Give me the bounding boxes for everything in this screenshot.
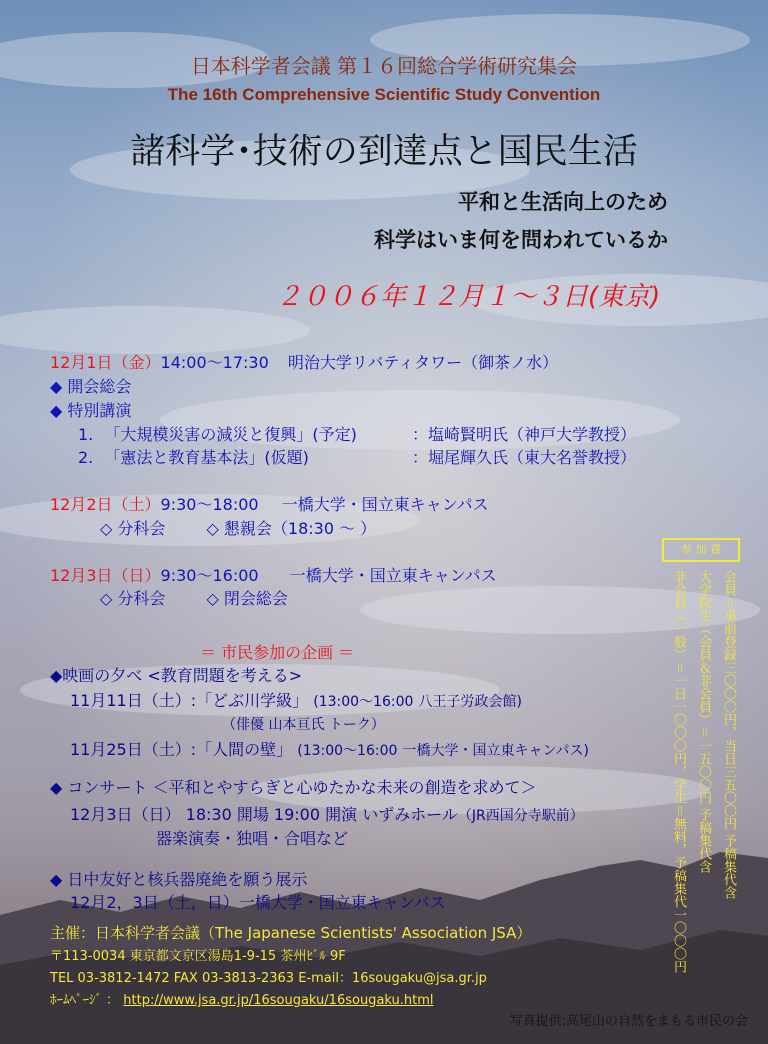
film2-time: (13:00～16:00 — [297, 743, 398, 759]
exhibit-title: ◆ 日中友好と核兵器廃絶を願う展示 — [50, 870, 308, 889]
day1-venue: 明治大学リバティタワー（御茶ノ水） — [287, 353, 559, 372]
film1-note: （俳優 山本亘氏 トーク） — [222, 717, 385, 733]
participation-fee-label: 参 加 費 — [662, 538, 740, 562]
homepage-link[interactable]: http://www.jsa.gr.jp/16sougaku/16sougaku.html — [123, 993, 434, 1008]
subtitle-line2: 科学はいま何を問われているか — [374, 228, 668, 252]
day1-lecture1 — [78, 422, 357, 445]
organization-title-en: The 16th Comprehensive Scientific Study Convention — [167, 85, 601, 104]
concert-title: ◆ コンサート ＜平和とやすらぎと心ゆたかな未来の創造を求めて＞ — [50, 778, 537, 797]
film2-line — [70, 737, 589, 760]
day1-opening: ◆ 開会総会 — [50, 377, 132, 396]
day1-lecture2 — [78, 445, 309, 468]
film1-time: (13:00～16:00 — [313, 694, 414, 710]
fee-member: 会員＝事前登録三〇〇〇円，当日三五〇〇円 予稿集代含 — [721, 570, 736, 900]
day3-session1: ◇ 分科会 — [100, 589, 166, 608]
day2-session1: ◇ 分科会 — [100, 519, 166, 538]
day3-sessions — [100, 586, 288, 609]
concert-line — [70, 802, 584, 825]
film1-title: 「どぶ川学級」 — [196, 691, 309, 710]
film1-date: 11月11日（土）: — [70, 691, 197, 710]
day2-date: 12月2日（土） — [50, 495, 161, 514]
concert-venue: （JR西国分寺駅前） — [457, 808, 584, 824]
homepage-line — [50, 989, 434, 1008]
homepage-label: ﾎｰﾑﾍﾟｰｼﾞ ： — [50, 993, 120, 1008]
day2-venue: 一橋大学・国立東キャンパス — [281, 495, 489, 514]
day1-time: 14:00～17:30 — [160, 353, 269, 372]
day1-date: 12月1日（金） — [50, 353, 161, 372]
lecture2-speaker: ：堀尾輝久氏（東大名誉教授） — [412, 448, 637, 467]
fee-non-member: 非会員（一般）＝一日一〇〇〇円，学生＝無料，予稿集代一〇〇〇円 — [671, 570, 686, 974]
film1-venue: 八王子労政会館) — [418, 694, 522, 710]
film2-date: 11月25日（土）: — [70, 740, 197, 759]
participation-fee-box — [662, 538, 740, 1008]
lecture1-number: 1. — [78, 425, 94, 444]
citizen-program-heading: ＝ 市民参加の企画 ＝ — [200, 643, 355, 662]
day2-time: 9:30～18:00 — [160, 495, 259, 514]
day3-venue: 一橋大学・国立東キャンパス — [289, 566, 497, 585]
contact-info: TEL 03-3812-1472 FAX 03-3813-2363 E-mail：16sougaku@jsa.gr.jp — [50, 971, 487, 986]
film2-venue: 一橋大学・国立東キャンパス) — [402, 743, 589, 759]
film1-line — [70, 688, 522, 711]
film2-title: 「人間の壁」 — [196, 740, 293, 759]
address: 〒113-0034 東京都文京区湯島1-9-15 茶州ﾋﾞﾙ 9F — [50, 949, 346, 964]
concert-date: 12月3日（日） — [70, 805, 181, 824]
event-date: ２００６年１２月１～３日(東京) — [276, 282, 661, 312]
concert-program: 器楽演奏・独唱・合唱など — [156, 829, 349, 848]
main-title: 諸科学･技術の到達点と国民生活 — [130, 132, 638, 172]
day3-session2: ◇ 閉会総会 — [206, 589, 288, 608]
film-evening-title: ◆映画の夕べ <教育問題を考える> — [50, 666, 303, 685]
day3-date: 12月3日（日） — [50, 566, 161, 585]
organization-title-jp: 日本科学者会議 第１６回総合学術研究集会 — [190, 54, 578, 78]
host-organizer: 主催：日本科学者会議（The Japanese Scientists' Association JSA） — [50, 924, 532, 942]
day3-time: 9:30～16:00 — [160, 566, 259, 585]
day1-header — [50, 350, 558, 373]
lecture1-title: 「大規模災害の減災と復興」(予定) — [104, 425, 357, 444]
day2-sessions — [100, 516, 376, 539]
day2-header — [50, 492, 489, 515]
day2-session2: ◇ 懇親会（18:30 ～ ） — [206, 519, 377, 538]
concert-time: 18:30 開場 19:00 開演 いずみホール — [185, 805, 458, 824]
day1-special-lecture: ◆ 特別講演 — [50, 401, 132, 420]
lecture1-speaker: ：塩崎賢明氏（神戸大学教授） — [412, 425, 637, 444]
lecture2-title: 「憲法と教育基本法」(仮題) — [104, 448, 309, 467]
fee-graduate: 大学院生（会員＆非会員）＝一五〇〇円 予稿集代含 — [696, 570, 711, 874]
lecture2-number: 2. — [78, 448, 94, 467]
exhibit-dates: 12月2，3日（土，日）一橋大学・国立東キャンパス — [70, 893, 446, 912]
photo-credit: 写真提供:高尾山の自然をまもる市民の会 — [509, 1014, 748, 1029]
day3-header — [50, 563, 497, 586]
subtitle-line1: 平和と生活向上のため — [458, 190, 668, 214]
